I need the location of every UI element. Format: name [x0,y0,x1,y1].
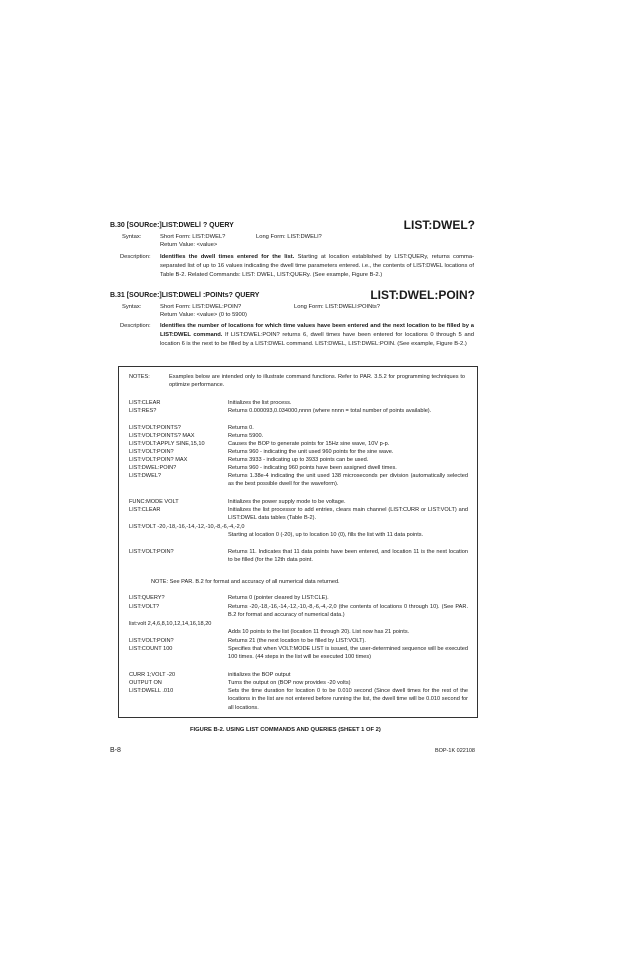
row-desc: initializes the BOP output [228,672,291,678]
b30-description [160,253,474,280]
row-cmd: LIST:DWELL .010 [129,688,174,694]
row-cmd: LIST:VOLT? [129,604,160,610]
b31-short-name: LIST:DWEL:POIN? [370,288,475,302]
row-cmd: CURR 1;VOLT -20 [129,672,176,678]
row-cmd: LIST:RES? [129,408,157,414]
b30-syntax-label: Syntax: [122,234,142,240]
row-desc: Returns 960 - indicating the unit used 960 points for the sine wave. [228,449,394,455]
b30-long-form: Long Form: LIST:DWELl? [256,234,322,240]
figure-b2-box [118,366,478,718]
b31-heading: B.31 [SOURce:]LIST:DWELl :POINts? QUERY [110,292,260,299]
row-desc: Returns 11. Indicates that 11 data points have been entered, and location 11 is the next location to be filled (for the 12th data point. [228,549,468,564]
row-desc: Returns 1.38e-4 indicating the unit used 138 microseconds per division (automatically selected as the best possible dwell for the waveform). [228,473,468,488]
row-desc: Returns -20,-18,-16,-14,-12,-10,-8,-6,-4,-2,0 (the contents of locations 0 through 10). (See PAR. B.2 for format and accuracy of numerical data.) [228,604,468,619]
row-desc: Returns 0. [228,425,254,431]
notes-text: Examples below are intended only to illustrate command functions. Refer to PAR. 3.5.2 for programming techniques to optimize performance. [169,374,465,389]
b30-desc-label: Description: [120,254,151,260]
row-desc: Causes the BOP to generate points for 15Hz sine wave, 10V p-p. [228,441,390,447]
row-desc: Adds 10 points to the list (location 11 through 20). List now has 21 points. [228,629,410,635]
row-cmd: LIST:VOLT:POIN? MAX [129,457,188,463]
row-desc: Returns 0 (pointer cleared by LIST:CLE). [228,595,329,601]
note-mid: NOTE: See PAR. B.2 for format and accuracy of all numerical data returned. [151,579,340,585]
row-cmd: LIST:COUNT 100 [129,646,173,652]
row-cmd: LIST:VOLT -20,-18,-16,-14,-12,-10,-8,-6,-4,-2,0 [129,524,245,530]
row-desc: Initializes the list processor to add entries, clears main channel (LIST:CURR or LIST:VOLT) and LIST:DWEL data tables (Table B-2). [228,507,468,522]
b31-syntax-label: Syntax: [122,304,142,310]
b30-short-form: Short Form: LIST:DWEL? [160,234,226,240]
b30-return-value: Return Value: <value> [160,242,218,248]
row-cmd: LIST:QUERY? [129,595,165,601]
row-desc: Returns 3933 - indicating up to 3933 points can be used. [228,457,369,463]
row-cmd: LIST:VOLT:POIN? [129,449,174,455]
row-cmd: LIST:VOLT:POIN? [129,549,174,555]
row-cmd: list:volt 2,4,6,8,10,12,14,16,18,20 [129,621,212,627]
row-desc: Starting at location 0 (-20), up to location 10 (0), fills the list with 11 data points. [228,532,424,538]
row-desc: Returns 0.000093,0.034000,nnnn (where nnnn = total number of points available). [228,408,432,414]
b30-short-name: LIST:DWEL? [403,218,475,232]
b31-desc-rest: If LIST:DWEL:POIN? returns 6, dwell times have been entered for locations 0 through 5 and location 6 is the next to be filled by a LIST:DWEL command. LIST:DWEL, LIST:DWEL:POIN. (See example, Figure B-2.) [160,332,474,347]
doc-id: BOP-1K 022108 [434,748,475,754]
b31-short-form: Short Form: LIST:DWEL:POIN? [160,304,242,310]
page-number: B-8 [110,747,121,754]
figure-caption: FIGURE B-2. USING LIST COMMANDS AND QUERIES (SHEET 1 OF 2) [190,727,381,733]
b31-return-value: Return Value: <value> (0 to 5900) [160,312,247,318]
row-desc: Returns 5900. [228,433,264,439]
b31-desc-bold: Identifies the number of locations for which time values have been entered and the next location to be filled by a LIST:DWEL command. [160,323,474,338]
b31-description [160,322,474,349]
row-cmd: LIST:VOLT:POIN? [129,638,174,644]
row-cmd: LIST:DWEL:POIN? [129,465,177,471]
row-cmd: LIST:CLEAR [129,507,161,513]
row-cmd: FUNC:MODE VOLT [129,499,179,505]
row-desc: Turns the output on (BOP now provides -20 volts) [228,680,351,686]
b31-long-form: Long Form: LIST:DWELl:POINts? [294,304,381,310]
row-cmd: LIST:VOLT:POINTS? MAX [129,433,195,439]
row-desc: Returns 21 (the next location to be filled by LIST:VOLT). [228,638,366,644]
row-cmd: LIST:DWEL? [129,473,162,479]
row-cmd: LIST:CLEAR [129,400,161,406]
row-desc: Initializes the power supply mode to be voltage. [228,499,346,505]
row-cmd: LIST:VOLT:APPLY SINE,15,10 [129,441,205,447]
row-desc: Initializes the list process. [228,400,292,406]
row-desc: Specifies that when VOLT:MODE LIST is issued, the user-determined sequence will be executed 100 times. (44 steps in the list will be executed 100 times) [228,646,468,661]
b30-desc-rest: Starting at location established by LIST:QUERy, returns comma-separated list of up to 16 values indicating the dwell time parameters entered. i.e., the contents of LIST:DWEL locations of Table B-2. Related Commands: LIST: DWEL, LIST:QUERy. (See example, Figure B-2.) [160,254,474,278]
notes-label: NOTES: [129,374,150,380]
b30-heading: B.30 [SOURce:]LIST:DWELl ? QUERY [110,222,234,229]
row-desc: Sets the time duration for location 0 to be 0.010 second (Since dwell times for the rest of the locations in the list are not entered before running the list, the dwell time will be 0.010 second for all locations. [228,688,468,711]
b30-desc-bold: Identifies the dwell times entered for the list. [160,254,295,260]
row-cmd: OUTPUT ON [129,680,162,686]
row-cmd: LIST:VOLT:POINTS? [129,425,181,431]
row-desc: Returns 960 - indicating 960 points have been assigned dwell times. [228,465,397,471]
b31-desc-label: Description: [120,323,151,329]
